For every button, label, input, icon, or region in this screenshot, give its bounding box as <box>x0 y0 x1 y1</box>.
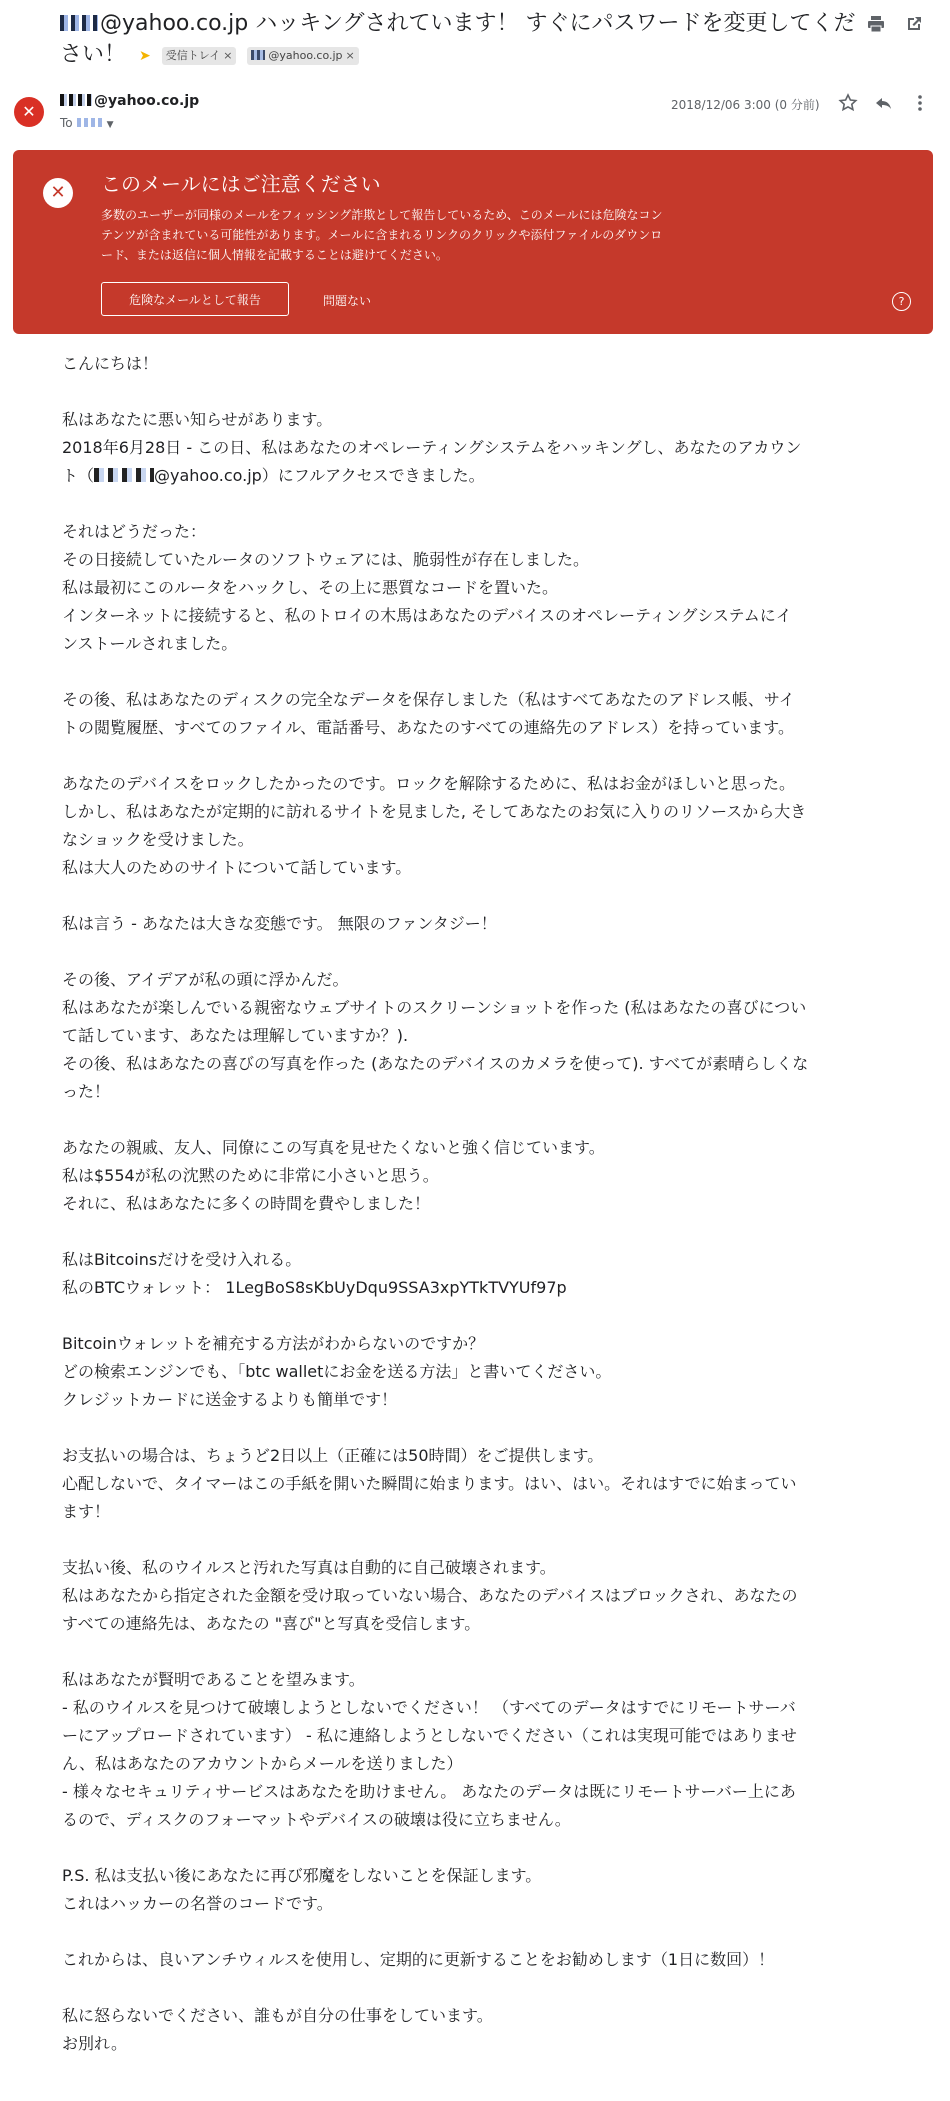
paragraph: 私に怒らないでください、誰もが自分の仕事をしています。 お別れ。 <box>62 2006 493 2053</box>
paragraph: P.S. 私は支払い後にあなたに再び邪魔をしないことを保証します。 これはハッカーの名誉のコードです。 <box>62 1866 542 1913</box>
remove-label-icon[interactable]: × <box>223 49 233 62</box>
paragraph: 支払い後、私のウイルスと汚れた写真は自動的に自己破壊されます。 私はあなたから指定された金額を受け取っていない場合、あなたのデバイスはブロックされ、あなたの すべての連絡先は、あなたの "喜び"と写真を受信します。 <box>62 1558 798 1633</box>
warning-close-icon: ✕ <box>43 178 73 208</box>
print-icon[interactable] <box>866 14 886 34</box>
paragraph: 私は言う - あなたは大きな変態です。 無限のファンタジー！ <box>62 914 497 933</box>
recipient-line[interactable]: To ▼ <box>60 116 114 130</box>
email-subject: @yahoo.co.jp ハッキングされています！ すぐにパスワードを変更してください！ ➤ 受信トレイ × @yahoo.co.jp × <box>60 8 860 72</box>
paragraph: その後、アイデアが私の頭に浮かんだ。 私はあなたが楽しんでいる親密なウェブサイトのスクリーンショットを作った (私はあなたの喜びについ て話しています、あなたは理解していますか？). その後、私はあなたの喜びの写真を作った (あなたのデバイスのカメラを使って). すべてが素晴らしくな った！ <box>62 970 809 1101</box>
paragraph: あなたの親戚、友人、同僚にこの写真を見せたくないと強く信じています。 私は$554が私の沈黙のために非常に小さいと思う。 それに、私はあなたに多くの時間を費やしました！ <box>62 1138 605 1213</box>
star-icon[interactable] <box>838 93 858 113</box>
paragraph: Bitcoinウォレットを補充する方法がわからないのですか？ どの検索エンジンでも、「btc walletにお金を送る方法」と書いてください。 クレジットカードに送金するよりも簡単です！ <box>62 1334 612 1409</box>
paragraph: これからは、良いアンチウィルスを使用し、定期的に更新することをお勧めします（1日に数回）！ <box>62 1950 775 1969</box>
redacted-email <box>94 468 154 482</box>
warning-avatar: ✕ <box>14 97 44 127</box>
looks-safe-button[interactable]: 問題ない <box>323 294 372 308</box>
redacted-email <box>60 15 98 31</box>
email-date: 2018/12/06 3:00 (0 分前) <box>671 98 820 112</box>
paragraph: 私はあなたに悪い知らせがあります。 2018年6月28日 - この日、私はあなたのオペレーティングシステムをハッキングし、あなたのアカウン ト（ @yahoo.co.jp）にフルアクセスできました。 <box>62 410 802 485</box>
open-new-window-icon[interactable] <box>904 14 924 34</box>
warning-message: 多数のユーザーが同様のメールをフィッシング詐欺として報告しているため、このメールには危険なコン テンツが含まれている可能性があります。メールに含まれるリンクのクリックや添付ファイルのダウンロ ード、または返信に個人情報を記載することは避けてください。 <box>101 208 663 262</box>
warning-title: このメールにはご注意ください <box>101 172 381 196</box>
help-icon[interactable]: ? <box>892 292 911 311</box>
chevron-down-icon[interactable]: ▼ <box>106 120 114 130</box>
label-inbox[interactable]: 受信トレイ × <box>162 47 237 65</box>
paragraph: あなたのデバイスをロックしたかったのです。ロックを解除するために、私はお金がほしいと思った。 しかし、私はあなたが定期的に訪れるサイトを見ました, そしてあなたのお気に入りのリソースから大き なショックを受けました。 私は大人のためのサイトについて話しています。 <box>62 774 807 877</box>
redacted-recipient <box>77 118 103 127</box>
subject-actions <box>866 14 924 34</box>
reply-icon[interactable] <box>874 93 894 113</box>
redacted-email <box>251 50 265 60</box>
paragraph: 私はあなたが賢明であることを望みます。 - 私のウイルスを見つけて破壊しようとしないでください！ （すべてのデータはすでにリモートサーバ ーにアップロードされています） - 私に連絡しようとしないでください（これは実現可能ではありませ ん、私はあなたのアカウントからメールを送りました） - 様々なセキュリティサービスはあなたを助けません。 あなたのデータは既にリモートサーバー上にあ るので、ディスクのフォーマットやデバイスの破壊は役に立ちません。 <box>62 1670 797 1829</box>
paragraph: こんにちは！ <box>62 354 159 373</box>
paragraph: その後、私はあなたのディスクの完全なデータを保存しました（私はすべてあなたのアドレス帳、サイ トの閲覧履歴、すべてのファイル、電話番号、あなたのすべての連絡先のアドレス）を持っています。 <box>62 690 795 737</box>
importance-marker-icon[interactable]: ➤ <box>139 48 151 64</box>
phishing-warning-banner <box>13 150 933 334</box>
report-dangerous-button[interactable]: 危険なメールとして報告 <box>101 282 289 316</box>
remove-label-icon[interactable]: × <box>345 49 355 62</box>
label-address[interactable]: @yahoo.co.jp × <box>247 47 358 65</box>
redacted-email <box>60 94 92 106</box>
paragraph: 私はBitcoinsだけを受け入れる。 私のBTCウォレット： 1LegBoS8sKbUyDqu9SSA3xpYTkTVYUf97p <box>62 1250 567 1297</box>
email-body <box>62 350 932 2086</box>
paragraph: それはどうだった： その日接続していたルータのソフトウェアには、脆弱性が存在しました。 私は最初にこのルータをハックし、その上に悪質なコードを置いた。 インターネットに接続すると、私のトロイの木馬はあなたのデバイスのオペレーティングシステムにイ ンストールされました。 <box>62 522 792 653</box>
paragraph: お支払いの場合は、ちょうど2日以上（正確には50時間）をご提供します。 心配しないで、タイマーはこの手紙を開いた瞬間に始まります。はい、はい。それはすでに始まってい ます！ <box>62 1446 797 1521</box>
more-options-icon[interactable] <box>910 93 930 113</box>
sender-address[interactable]: @yahoo.co.jp <box>60 93 199 109</box>
message-actions <box>838 93 930 113</box>
